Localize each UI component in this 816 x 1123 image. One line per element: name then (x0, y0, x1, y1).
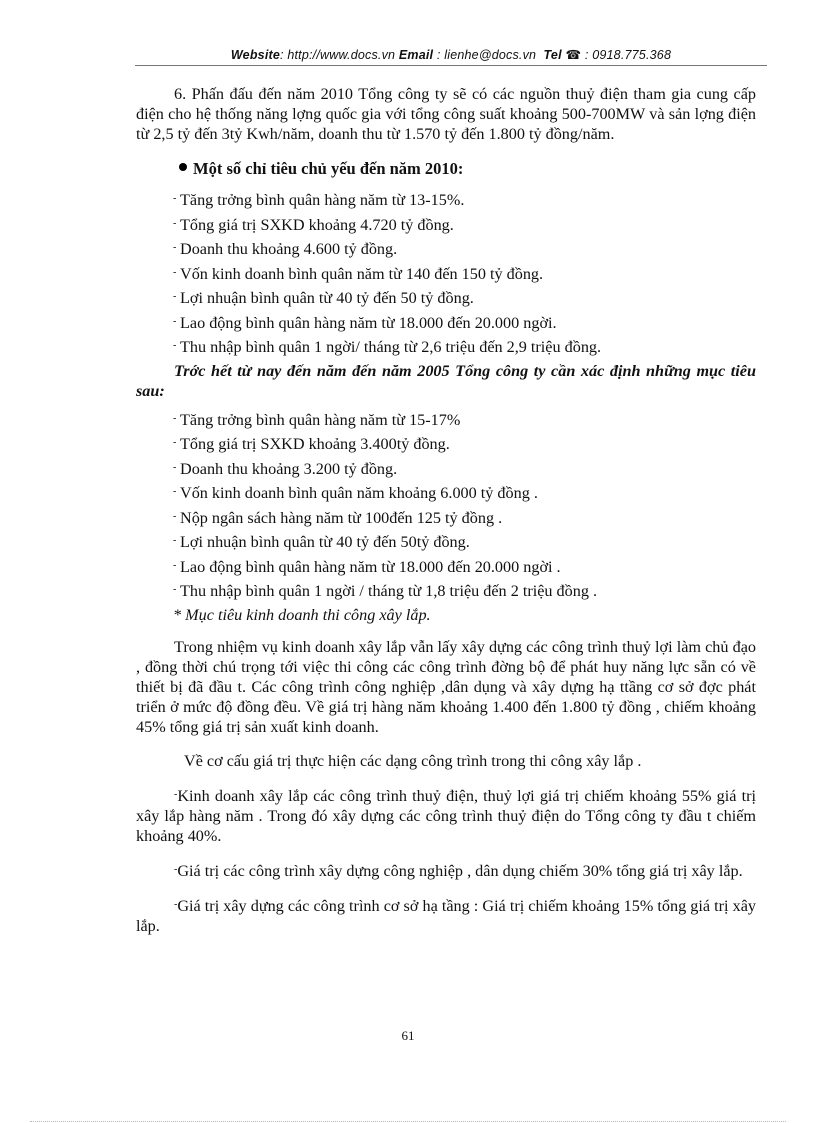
bullet-dot-icon (179, 163, 187, 171)
dash-icon: - (173, 535, 177, 546)
structure-item-infrastructure: -Giá trị xây dựng các công trình cơ sở hạ tầng : Giá trị chiếm khoảng 15% tổng giá trị xây lắp. (136, 896, 756, 935)
header-divider (135, 65, 767, 66)
dash-icon: - (173, 559, 177, 571)
dash-icon: - (173, 291, 177, 302)
list-item: - Doanh thu khoảng 4.600 tỷ đồng. (173, 236, 756, 261)
targets-2010-list (173, 187, 756, 359)
dash-icon: - (173, 437, 177, 448)
dash-icon: - (173, 584, 177, 595)
dash-icon: - (174, 788, 178, 800)
list-item: - Lao động bình quân hàng năm từ 18.000 đến 20.000 ngời . (173, 554, 756, 579)
email-label: Email (398, 48, 434, 62)
website-value: : http://www.docs.vn (280, 48, 396, 62)
structure-item-hydro: -Kinh doanh xây lắp các công trình thuỷ điện, thuỷ lợi giá trị chiếm khoảng 55% giá trị xây lắp hàng năm . Trong đó xây dựng các công trình thuỷ điện do Tổng công ty đầu t chiếm khoảng 40%. (136, 786, 756, 845)
list-item: - Tăng trởng bình quân hàng năm từ 15-17% (173, 407, 756, 432)
list-item: - Lao động bình quân hàng năm từ 18.000 đến 20.000 ngời. (173, 310, 756, 335)
heading-2010 (179, 159, 756, 179)
dash-icon: - (173, 193, 177, 204)
dash-icon: - (173, 461, 177, 473)
tel-label: Tel (543, 48, 562, 62)
list-item: - Tăng trởng bình quân hàng năm từ 13-15%. (173, 187, 756, 212)
dash-icon: - (173, 510, 177, 522)
email-value: : lienhe@docs.vn (433, 48, 537, 62)
list-item: - Lợi nhuận bình quân từ 40 tỷ đến 50 tỷ đồng. (173, 285, 756, 310)
list-item: - Nộp ngân sách hàng năm từ 100đến 125 tỷ đồng . (173, 505, 756, 530)
document-body (136, 84, 756, 936)
structure-line: Về cơ cấu giá trị thực hiện các dạng công trình trong thi công xây lắp . (184, 751, 642, 770)
dash-icon: - (173, 486, 177, 497)
list-item: - Tổng giá trị SXKD khoảng 4.720 tỷ đồng. (173, 212, 756, 237)
list-item: - Vốn kinh doanh bình quân năm từ 140 đến 150 tỷ đồng. (173, 261, 756, 286)
list-item: - Lợi nhuận bình quân từ 40 tỷ đến 50tỷ đồng. (173, 529, 756, 554)
dash-icon: - (174, 898, 178, 910)
list-item: - Tổng giá trị SXKD khoảng 3.400tỷ đồng. (173, 431, 756, 456)
construction-paragraph: Trong nhiệm vụ kinh doanh xây lắp vẫn lấy xây dựng các công trình thuỷ lợi làm chủ đạo , đồng thời chú trọng tới việc thi công các công trình đờng bộ để phát huy năng lực sẵn có về thiết bị đã đầu t. Các công trình công nghiệp ,dân dụng và xây dựng hạ ttầng cơ sở đợc phát triển ở mức độ đồng đều. Về giá trị hàng năm khoảng 1.400 đến 1.800 tỷ đồng , chiếm khoảng 45% tổng giá trị sản xuất kinh doanh. (136, 637, 756, 736)
dash-icon: - (173, 217, 177, 229)
heading-2010-text: Một số chỉ tiêu chủ yếu đến năm 2010: (193, 159, 464, 178)
targets-2005-list (173, 407, 756, 603)
structure-item-industrial: -Giá trị các công trình xây dựng công nghiệp , dân dụng chiếm 30% tổng giá trị xây lắp. (174, 861, 743, 880)
dash-icon: - (174, 863, 178, 875)
dash-icon: - (173, 315, 177, 327)
heading-2005: Trớc hết từ nay đến năm đến năm 2005 Tổng công ty cần xác định những mục tiêu sau: (136, 361, 756, 400)
dash-icon: - (173, 242, 177, 253)
tel-value: ☎ : 0918.775.368 (565, 48, 672, 62)
dash-icon: - (173, 266, 177, 278)
page-number: 61 (401, 1028, 415, 1043)
intro-paragraph: 6. Phấn đấu đến năm 2010 Tổng công ty sẽ có các nguồn thuỷ điện tham gia cung cấp điện cho hệ thống năng lợng quốc gia với tổng công suất khoảng 500-700MW và sản lợng điện từ 2,5 tỷ đến 3tỷ Kwh/năm, doanh thu từ 1.570 tỷ đến 1.800 tỷ đồng/năm. (136, 85, 756, 143)
website-label: Website (230, 48, 281, 62)
dash-icon: - (173, 412, 177, 424)
dash-icon: - (173, 340, 177, 351)
footer-divider (30, 1121, 786, 1122)
construction-note: * Mục tiêu kinh doanh thi công xây lắp. (173, 605, 431, 624)
page-header (135, 47, 767, 62)
list-item: - Thu nhập bình quân 1 ngời / tháng từ 1,8 triệu đến 2 triệu đồng . (173, 578, 756, 603)
list-item: - Vốn kinh doanh bình quân năm khoảng 6.000 tỷ đồng . (173, 480, 756, 505)
list-item: - Thu nhập bình quân 1 ngời/ tháng từ 2,6 triệu đến 2,9 triệu đồng. (173, 334, 756, 359)
list-item: - Doanh thu khoảng 3.200 tỷ đồng. (173, 456, 756, 481)
